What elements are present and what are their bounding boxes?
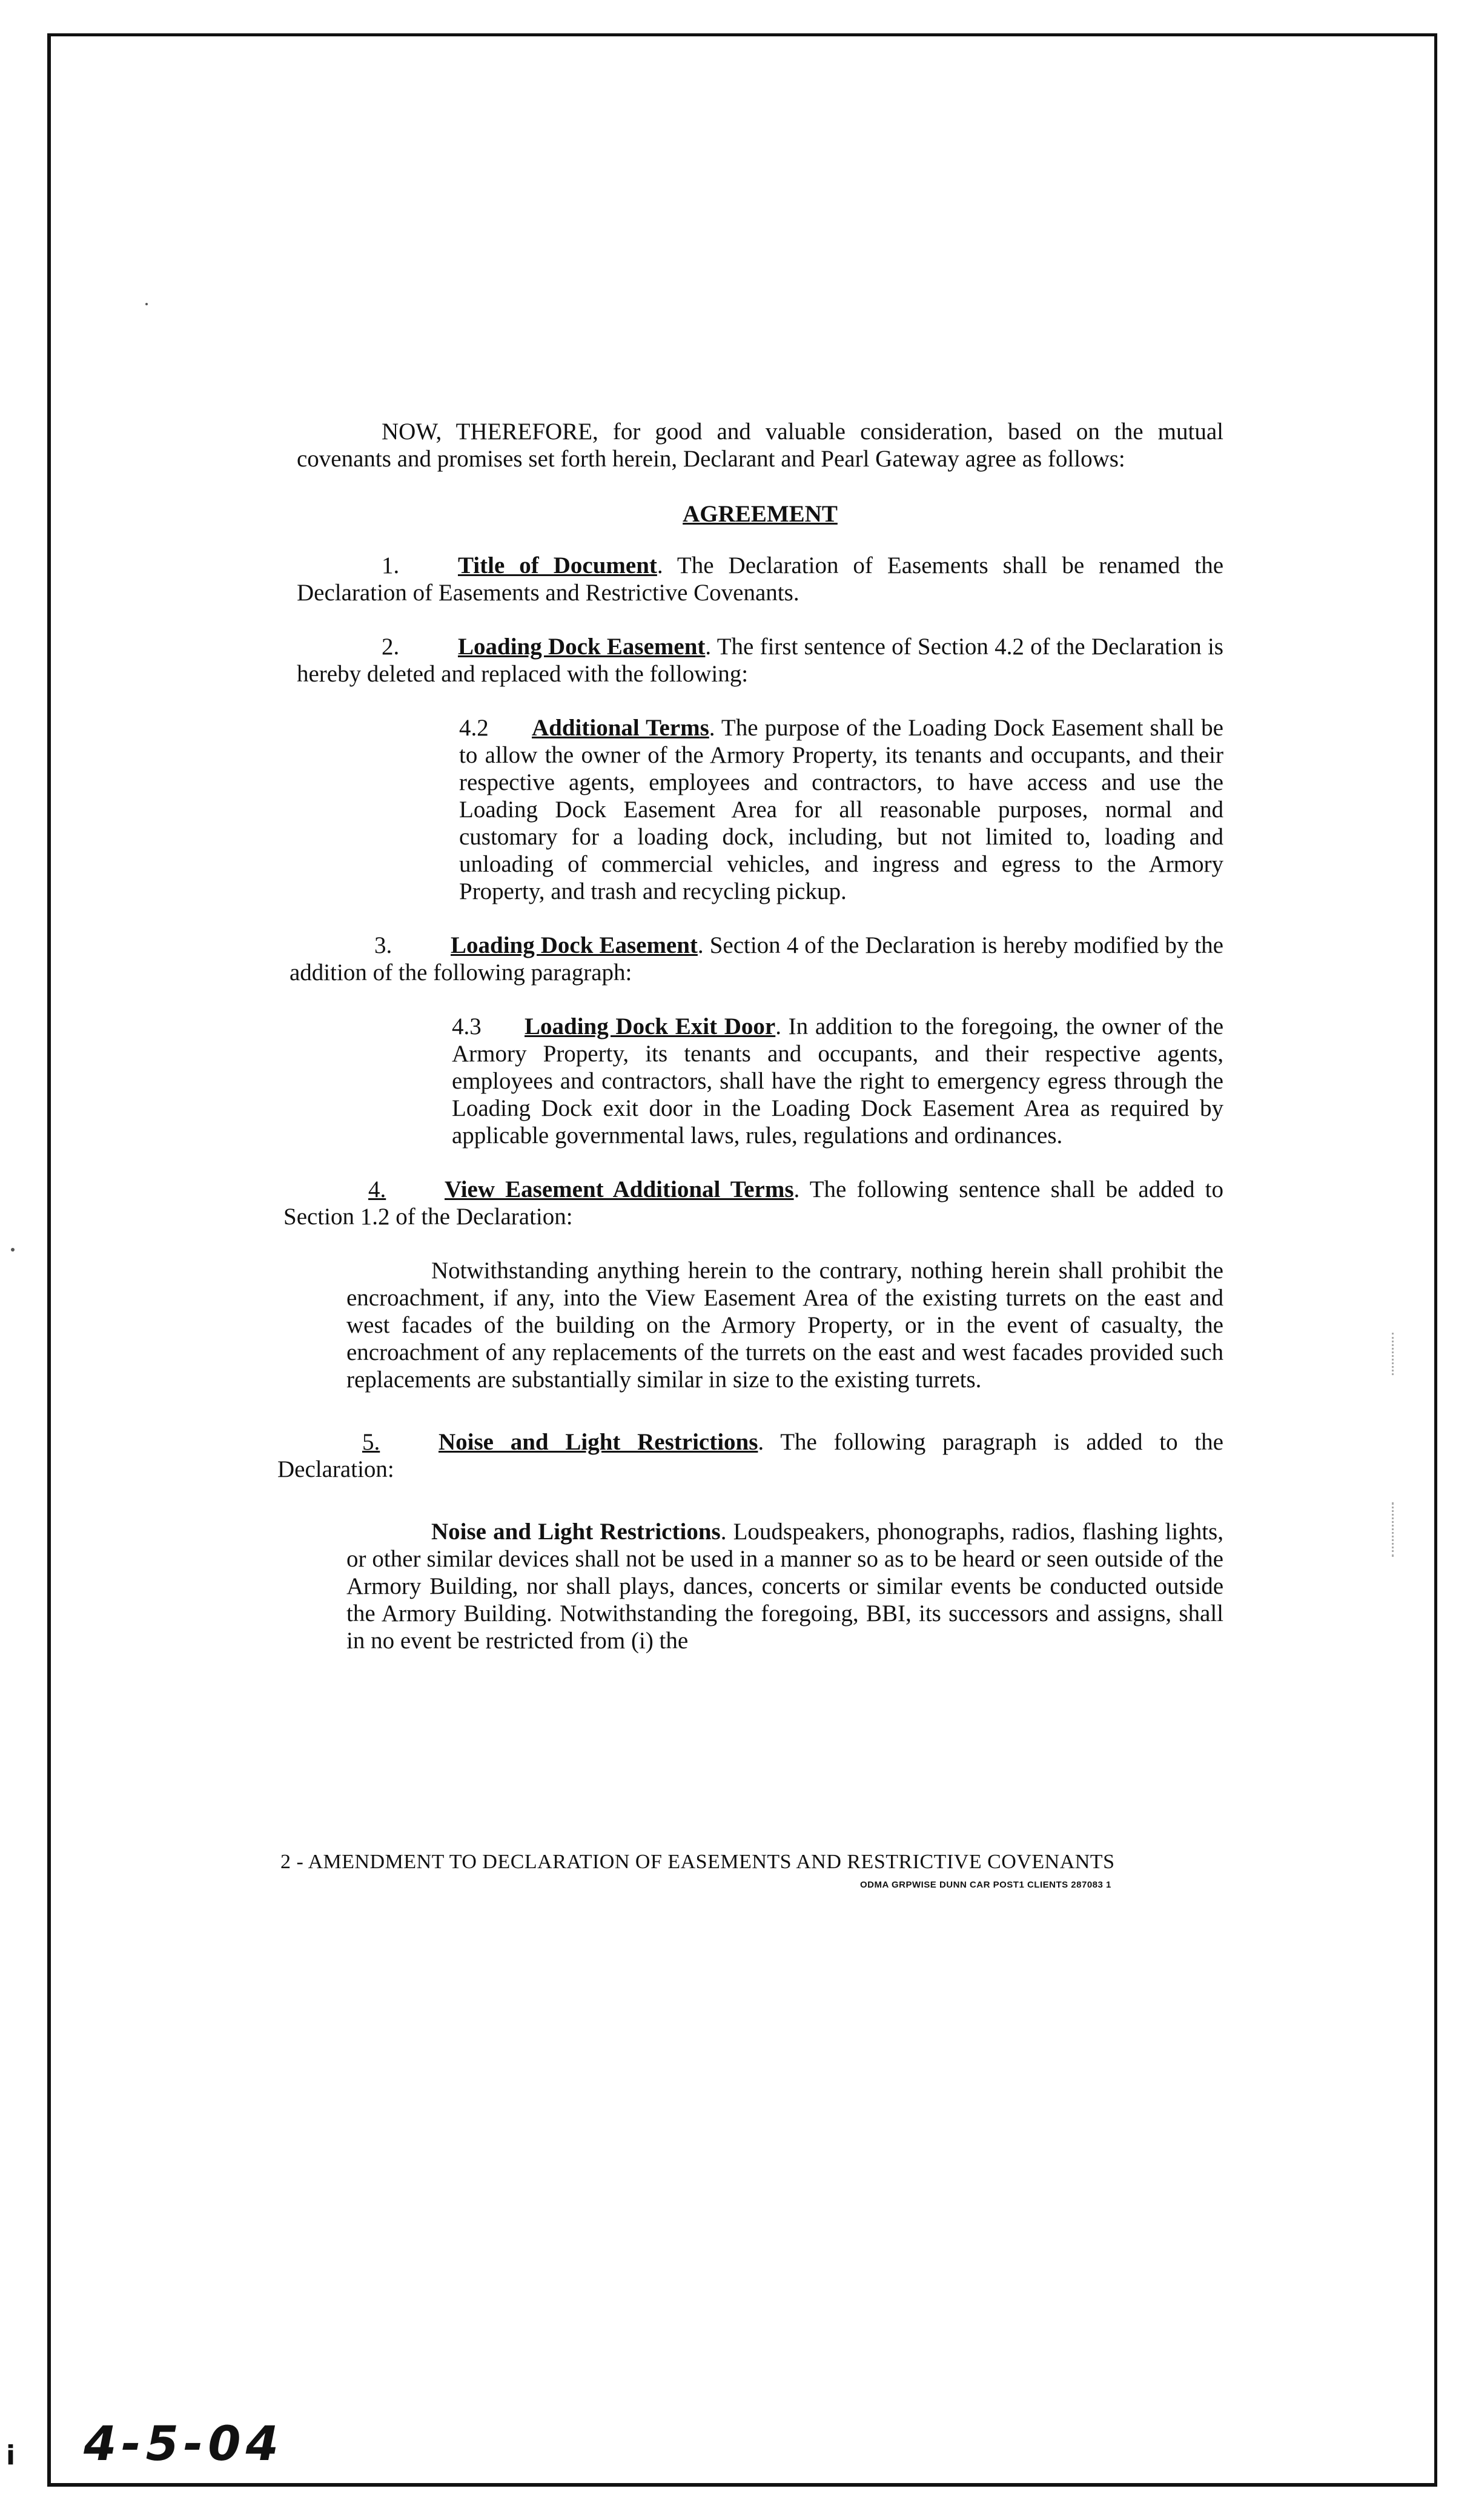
scan-artifact [1392,1502,1395,1557]
handwritten-date: 4-5-04 [84,2417,283,2472]
margin-mark: i [6,2440,16,2471]
section-3-number: 3. [374,932,392,958]
document-id: ODMA GRPWISE DUNN CAR POST1 CLIENTS 287083 1 [860,1880,1111,1890]
section-3 [290,932,1223,986]
noise-paragraph [346,1518,1223,1654]
section-5 [277,1428,1223,1483]
noise-text: . Loudspeakers, phonographs, radios, flashing lights, or other similar devices shall not be used in a manner so as to be heard or seen outside of the Armory Building, nor shall plays, dances, concerts or similar events be conducted outside the Armory Building. Notwithstanding the foregoing, BBI, its successors and assigns, shall in no event be restricted from (i) the [346,1519,1223,1654]
subsection-4-2 [459,714,1223,905]
subsection-4-3-number: 4.3 [452,1013,482,1040]
document-body [277,418,1224,1654]
section-2-title: Loading Dock Easement [458,634,706,660]
scan-speck [145,303,148,305]
section-2-number: 2. [382,634,400,660]
agreement-heading: AGREEMENT [683,501,838,527]
subsection-4-2-number: 4.2 [459,715,489,741]
subsection-4-2-title: Additional Terms [532,715,709,741]
subsection-4-2-text: . The purpose of the Loading Dock Easement shall be to allow the owner of the Armory Property, its tenants and occupants, and their respective agents, employees and contractors, to have access and use the Loading Dock Easement Area for all reasonable purposes, normal and customary for a loading dock, including, but not limited to, loading and unloading of commercial vehicles, and ingress and egress to the Armory Property, and trash and recycling pickup. [459,715,1223,904]
subsection-4-3 [452,1013,1223,1149]
view-easement-text: Notwithstanding anything herein to the contrary, nothing herein shall prohibit the encroachment, if any, into the View Easement Area of the existing turrets on the east and west facades of the building on the Armory Property, or in the event of casualty, the encroachment of any replacements of the turrets on the east and west facades provided such replacements are substantially similar in size to the existing turrets. [346,1258,1223,1393]
subsection-4-3-title: Loading Dock Exit Door [525,1013,776,1040]
section-1-title: Title of Document [458,552,657,579]
section-4-title: View Easement Additional Terms [445,1176,794,1202]
subsection-4-3-text: . In addition to the foregoing, the owner of the Armory Property, its tenants and occupants, and their respective agents, employees and contractors, shall have the right to emergency egress through the Loading Dock exit door in the Loading Dock Easement Area as required by applicable governmental laws, rules, regulations and ordinances. [452,1013,1224,1149]
noise-block [346,1518,1223,1654]
section-5-title: Noise and Light Restrictions [439,1429,758,1455]
section-1-number: 1. [382,552,400,579]
section-5-number: 5. [362,1429,380,1455]
section-4-number: 4. [368,1176,386,1202]
scan-artifact [1392,1333,1395,1375]
section-2-text: . The first sentence of Section 4.2 of the Declaration is hereby deleted and replaced with the following: [297,634,1223,687]
view-easement-block [346,1257,1223,1393]
scan-speck [11,1248,15,1252]
section-3-text: . Section 4 of the Declaration is hereby modified by the addition of the following paragraph: [290,932,1223,986]
intro-paragraph: NOW, THEREFORE, for good and valuable consideration, based on the mutual covenants and promises set forth herein, Declarant and Pearl Gateway agree as follows: [297,419,1223,472]
section-5-text: . The following paragraph is added to the Declaration: [277,1429,1223,1482]
section-2 [297,633,1223,688]
section-1-text: . The Declaration of Easements shall be renamed the Declaration of Easements and Restrictive Covenants. [297,552,1223,606]
page-footer: 2 - AMENDMENT TO DECLARATION OF EASEMENTS AND RESTRICTIVE COVENANTS [280,1851,1115,1873]
noise-title: Noise and Light Restrictions [431,1519,721,1545]
section-3-title: Loading Dock Easement [451,932,698,958]
section-4 [283,1176,1223,1230]
section-1 [297,552,1223,606]
section-4-text: . The following sentence shall be added to Section 1.2 of the Declaration: [283,1176,1224,1230]
